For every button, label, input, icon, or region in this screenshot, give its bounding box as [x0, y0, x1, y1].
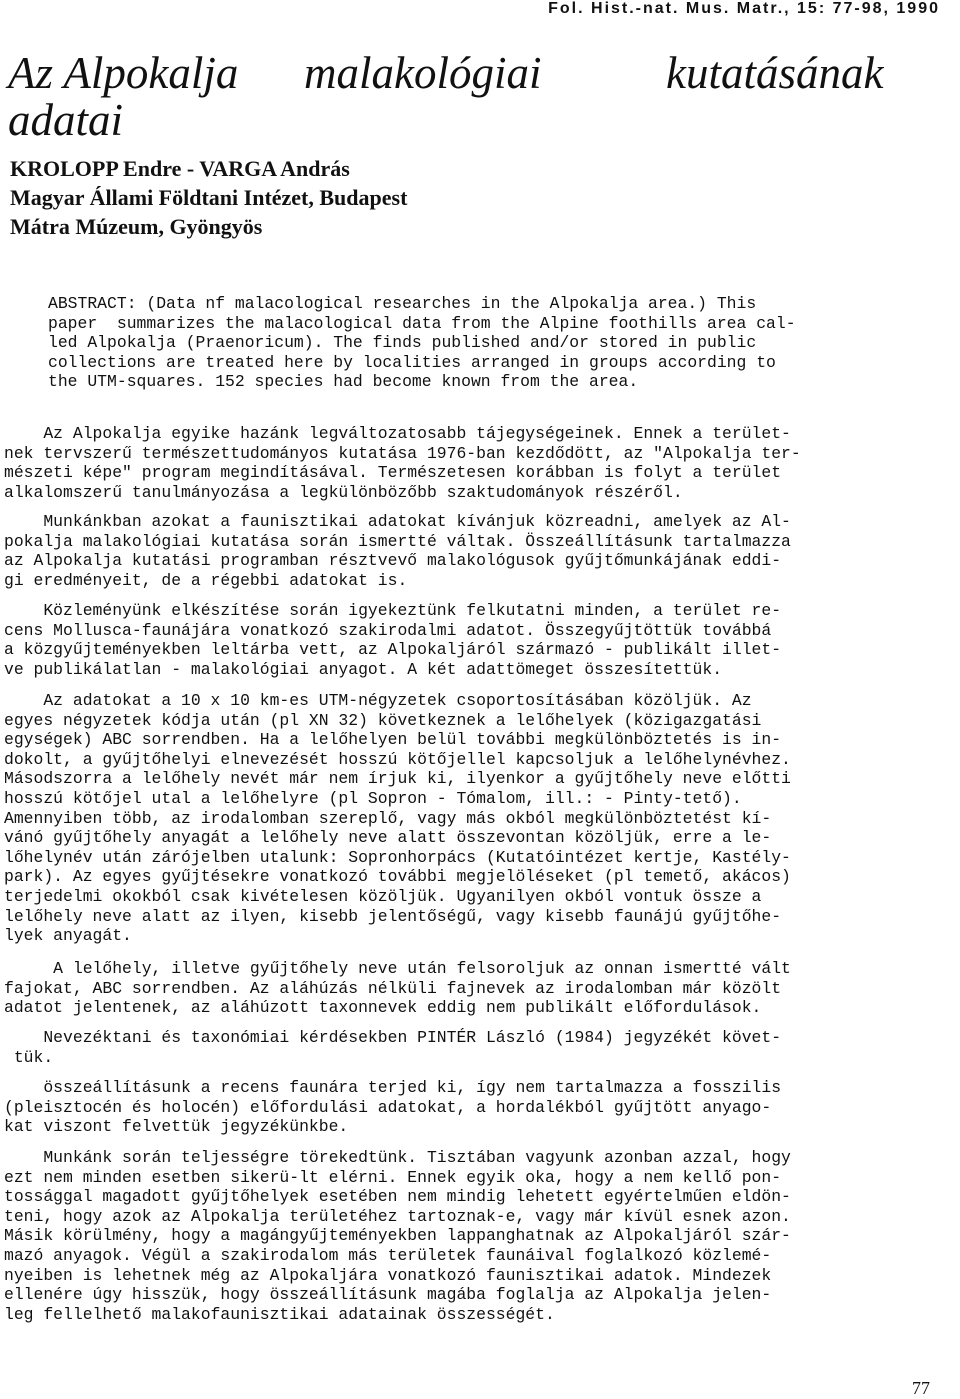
paragraph-6: Nevezéktani és taxonómiai kérdésekben PINTÉR László (1984) jegyzékét követ- tük.	[13, 1028, 782, 1067]
affiliation-2: Mátra Múzeum, Gyöngyös	[10, 214, 263, 239]
page-number: 77	[912, 1378, 930, 1398]
title-part-1: Az Alpokalja	[8, 48, 239, 98]
paragraph-4: Az adatokat a 10 x 10 km-es UTM-négyzetek csoportosításában közöljük. Az egyes négyzetek kódja után (pl XN 32) következnek a lelőhelyek (közigazgatási egységek) ABC sorrendben. Ha a lelőhelyen belül további megkülönböztetés is in- dokolt, a gyűjtőhelyi elnevezését hosszú kötőjellel kapcsoljuk a lelőhelynévhez. Másodszorra a lelőhely nevét már nem írjuk ki, ilyenkor a gyűjtőhely neve előtti hosszú kötőjel utal a lelőhelyre (pl Sopron - Tómalom, ill.: - Pinty-tető). Amennyiben több, az irodalomban szereplő, vagy más okból megkülönböztetést kí- vánó gyűjtőhely anyagát a lelőhely neve alatt összevontan közöljük, erre a le- lőhelynév után zárójelben utalunk: Sopronhorpács (Kutatóintézet kertje, Kastély- park). Az egyes gyűjtésekre vonatkozó további megjelöléseket (pl temető, akácos) terjedelmi okokból csak kivételesen közöljük. Ugyanilyen okból vontuk össze a lelőhely neve alatt az ilyen, kisebb jelentőségű, vagy kisebb faunájú gyűjtőhe- lyek anyagát.	[4, 691, 791, 946]
paragraph-2: Munkánkban azokat a faunisztikai adatokat kívánjuk közreadni, amelyek az Al- pokalja malakológiai kutatása során ismertté váltak. Összeállításunk tartalmazza az Alpokalja kutatási programban résztvevő malakológusok gyűjtőmunkájának eddi- gi eredményeit, de a régebbi adatokat is.	[4, 512, 791, 590]
paragraph-5: A lelőhely, illetve gyűjtőhely neve után felsoroljuk az onnan ismertté vált fajokat, ABC sorrendben. Az aláhúzás nélküli fajnevek az irodalomban már közölt adatot jelentenek, az aláhúzott taxonnevek eddig nem publikált előfordulások.	[4, 959, 791, 1018]
article-title	[8, 50, 928, 144]
author-block	[10, 154, 407, 241]
paragraph-8: Munkánk során teljességre törekedtünk. Tisztában vagyunk azonban azzal, hogy ezt nem minden esetben sikerü-lt elérni. Ennek egyik oka, hogy a nem kellő pon- tossággal magadott gyűjtőhelyek esetében nem mindig lehetett egyértelműen eldön- teni, hogy azok az Alpokalja területéhez tartoznak-e, vagy már kívül esnek azon. Másik körülmény, hogy a magángyűjteményekben lappanghatnak az Alpokaljáról szár- mazó anyagok. Végül a szakirodalom más területek faunáival foglalkozó közlemé- nyeiben is lehetnek még az Alpokaljára vonatkozó faunisztikai adatok. Mindezek ellenére úgy hisszük, hogy összeállításunk magába foglalja az Alpokalja jelen- leg fellelhető malakofaunisztikai adatainak összességét.	[4, 1148, 791, 1324]
author-names: KROLOPP Endre - VARGA András	[10, 156, 350, 181]
title-part-3: kutatásának	[666, 48, 884, 98]
journal-citation: Fol. Hist.-nat. Mus. Matr., 15: 77-98, 1990	[548, 0, 940, 17]
title-part-2: malakológiai	[304, 48, 542, 98]
title-line-2: adatai	[8, 95, 124, 145]
affiliation-1: Magyar Állami Földtani Intézet, Budapest	[10, 185, 408, 210]
paragraph-7: összeállításunk a recens faunára terjed ki, így nem tartalmazza a fosszilis (pleisztocén és holocén) előfordulási adatokat, a hordalékból gyűjtött anyago- kat viszont felvettük jegyzékünkbe.	[4, 1078, 782, 1137]
paragraph-1: Az Alpokalja egyike hazánk legváltozatosabb tájegységeinek. Ennek a terület- nek tervszerű természettudományos kutatása 1976-ban kezdődött, az "Alpokalja ter- mészeti képe" program megindításával. Természetesen korábban is folyt a terület alkalomszerű tanulmányozása a legkülönbözőbb szaktudományok részéről.	[4, 424, 801, 502]
abstract: ABSTRACT: (Data nf malacological researches in the Alpokalja area.) This paper summarizes the malacological data from the Alpine foothills area cal- led Alpokalja (Praenoricum). The finds published and/or stored in public collections are treated here by localities arranged in groups according to the UTM-squares. 152 species had become known from the area.	[48, 294, 796, 392]
paragraph-3: Közleményünk elkészítése során igyekeztünk felkutatni minden, a terület re- cens Mollusca-faunájára vonatkozó szakirodalmi adatot. Összegyűjtöttük továbbá a közgyűjteményekben leltárba vett, az Alpokaljáról származó - publikált illet- ve publikálatlan - malakológiai anyagot. A két adattömeget összesítettük.	[4, 601, 782, 679]
